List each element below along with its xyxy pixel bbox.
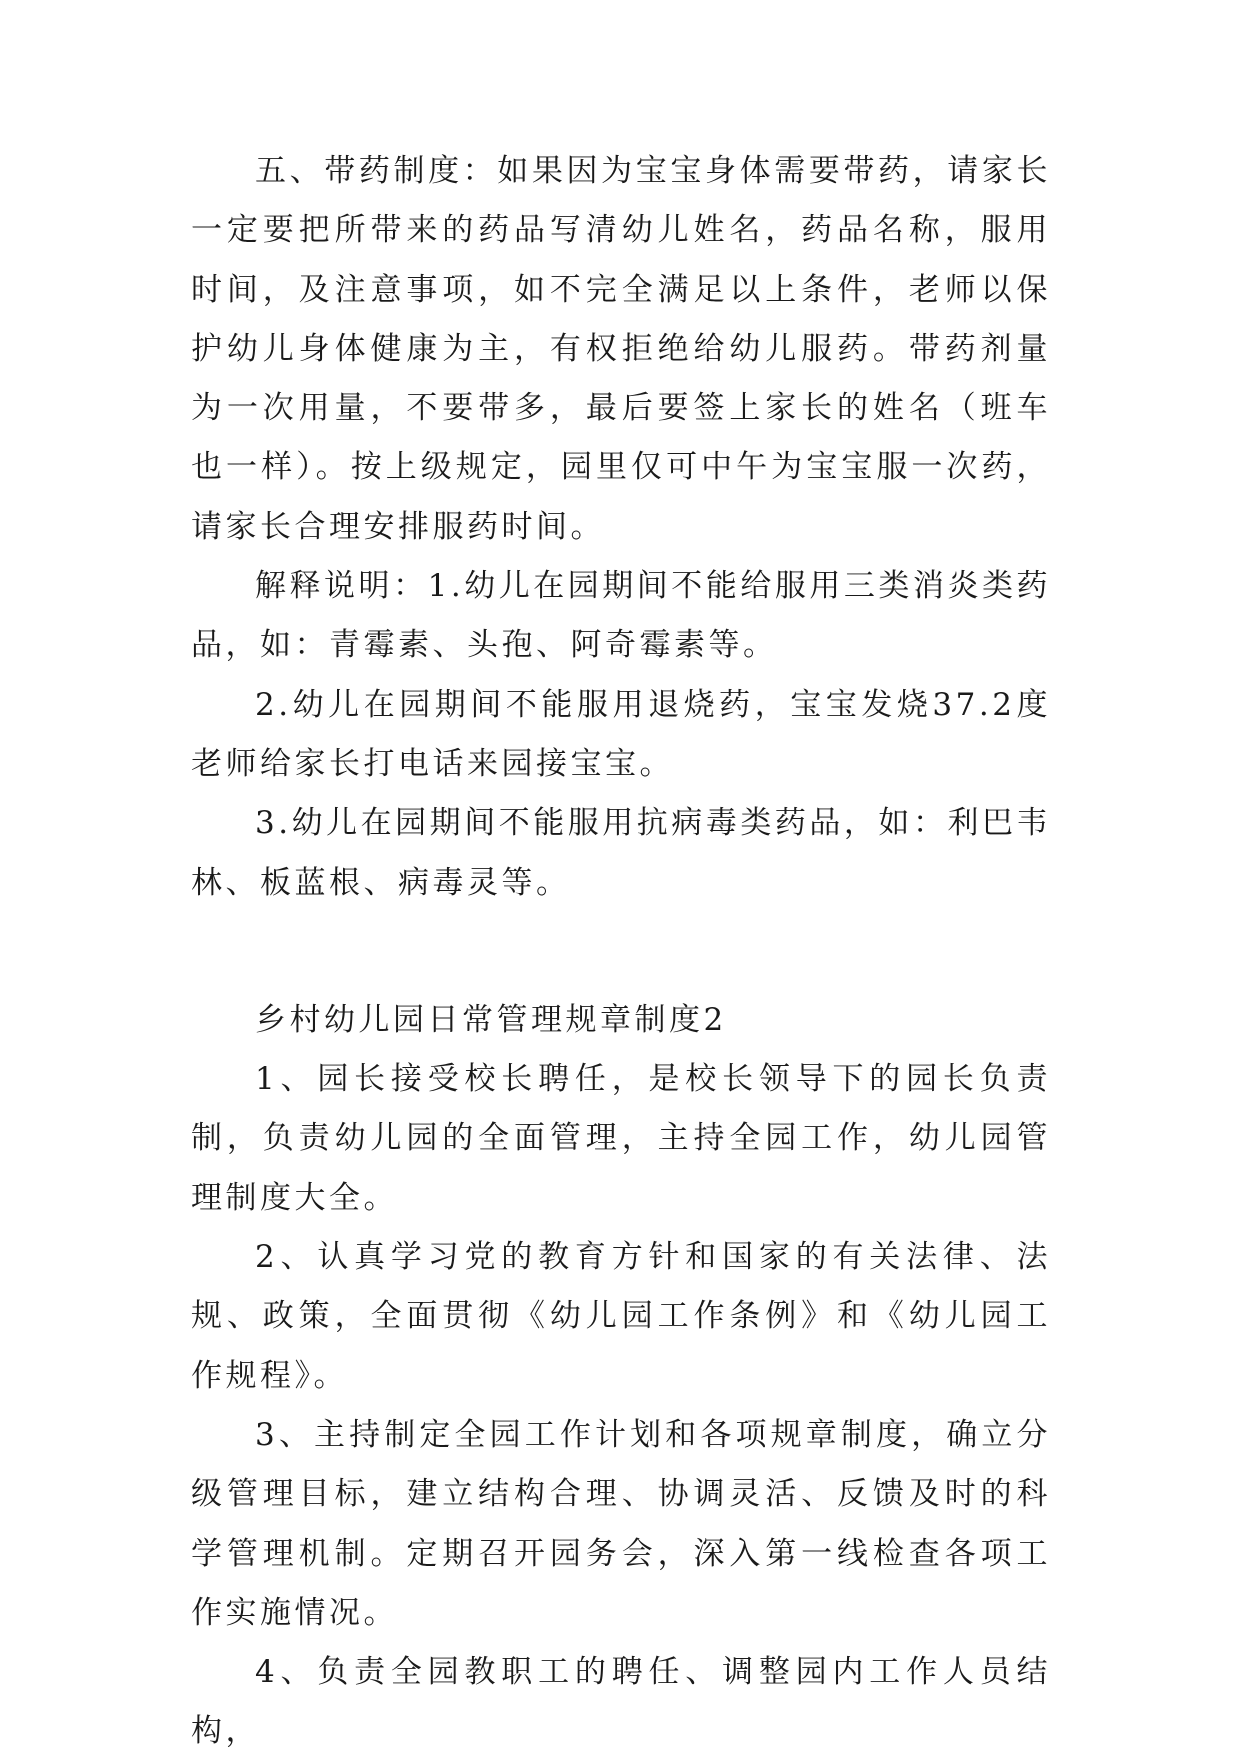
paragraph-note-2: 2.幼儿在园期间不能服用退烧药，宝宝发烧37.2度老师给家长打电话来园接宝宝。 (191, 686, 1051, 782)
section-spacer (191, 913, 1051, 991)
paragraph-item-2: 2、认真学习党的教育方针和国家的有关法律、法规、政策，全面贯彻《幼儿园工作条例》和《幼儿园工作规程》。 (191, 1239, 1051, 1394)
paragraph-item-1: 1、园长接受校长聘任，是校长领导下的园长负责制，负责幼儿园的全面管理，主持全园工作，幼儿园管理制度大全。 (191, 1061, 1051, 1216)
paragraph-item-4: 4、负责全园教职工的聘任、调整园内工作人员结构， (191, 1654, 1051, 1750)
paragraph-item-3: 3、主持制定全园工作计划和各项规章制度，确立分级管理目标，建立结构合理、协调灵活、反馈及时的科学管理机制。定期召开园务会，深入第一线检查各项工作实施情况。 (191, 1416, 1051, 1631)
paragraph-note-3: 3.幼儿在园期间不能服用抗病毒类药品，如：利巴韦林、板蓝根、病毒灵等。 (191, 805, 1051, 901)
paragraph-section-five: 五、带药制度：如果因为宝宝身体需要带药，请家长一定要把所带来的药品写清幼儿姓名，药品名称，服用时间，及注意事项，如不完全满足以上条件，老师以保护幼儿身体健康为主，有权拒绝给幼儿服药。带药剂量为一次用量，不要带多，最后要签上家长的姓名（班车也一样）。按上级规定，园里仅可中午为宝宝服一次药，请家长合理安排服药时间。 (191, 153, 1051, 545)
paragraph-note-1: 解释说明：1.幼儿在园期间不能给服用三类消炎类药品，如：青霉素、头孢、阿奇霉素等。 (191, 568, 1051, 664)
document-body (191, 142, 1051, 1762)
section-heading: 乡村幼儿园日常管理规章制度2 (255, 1001, 727, 1038)
